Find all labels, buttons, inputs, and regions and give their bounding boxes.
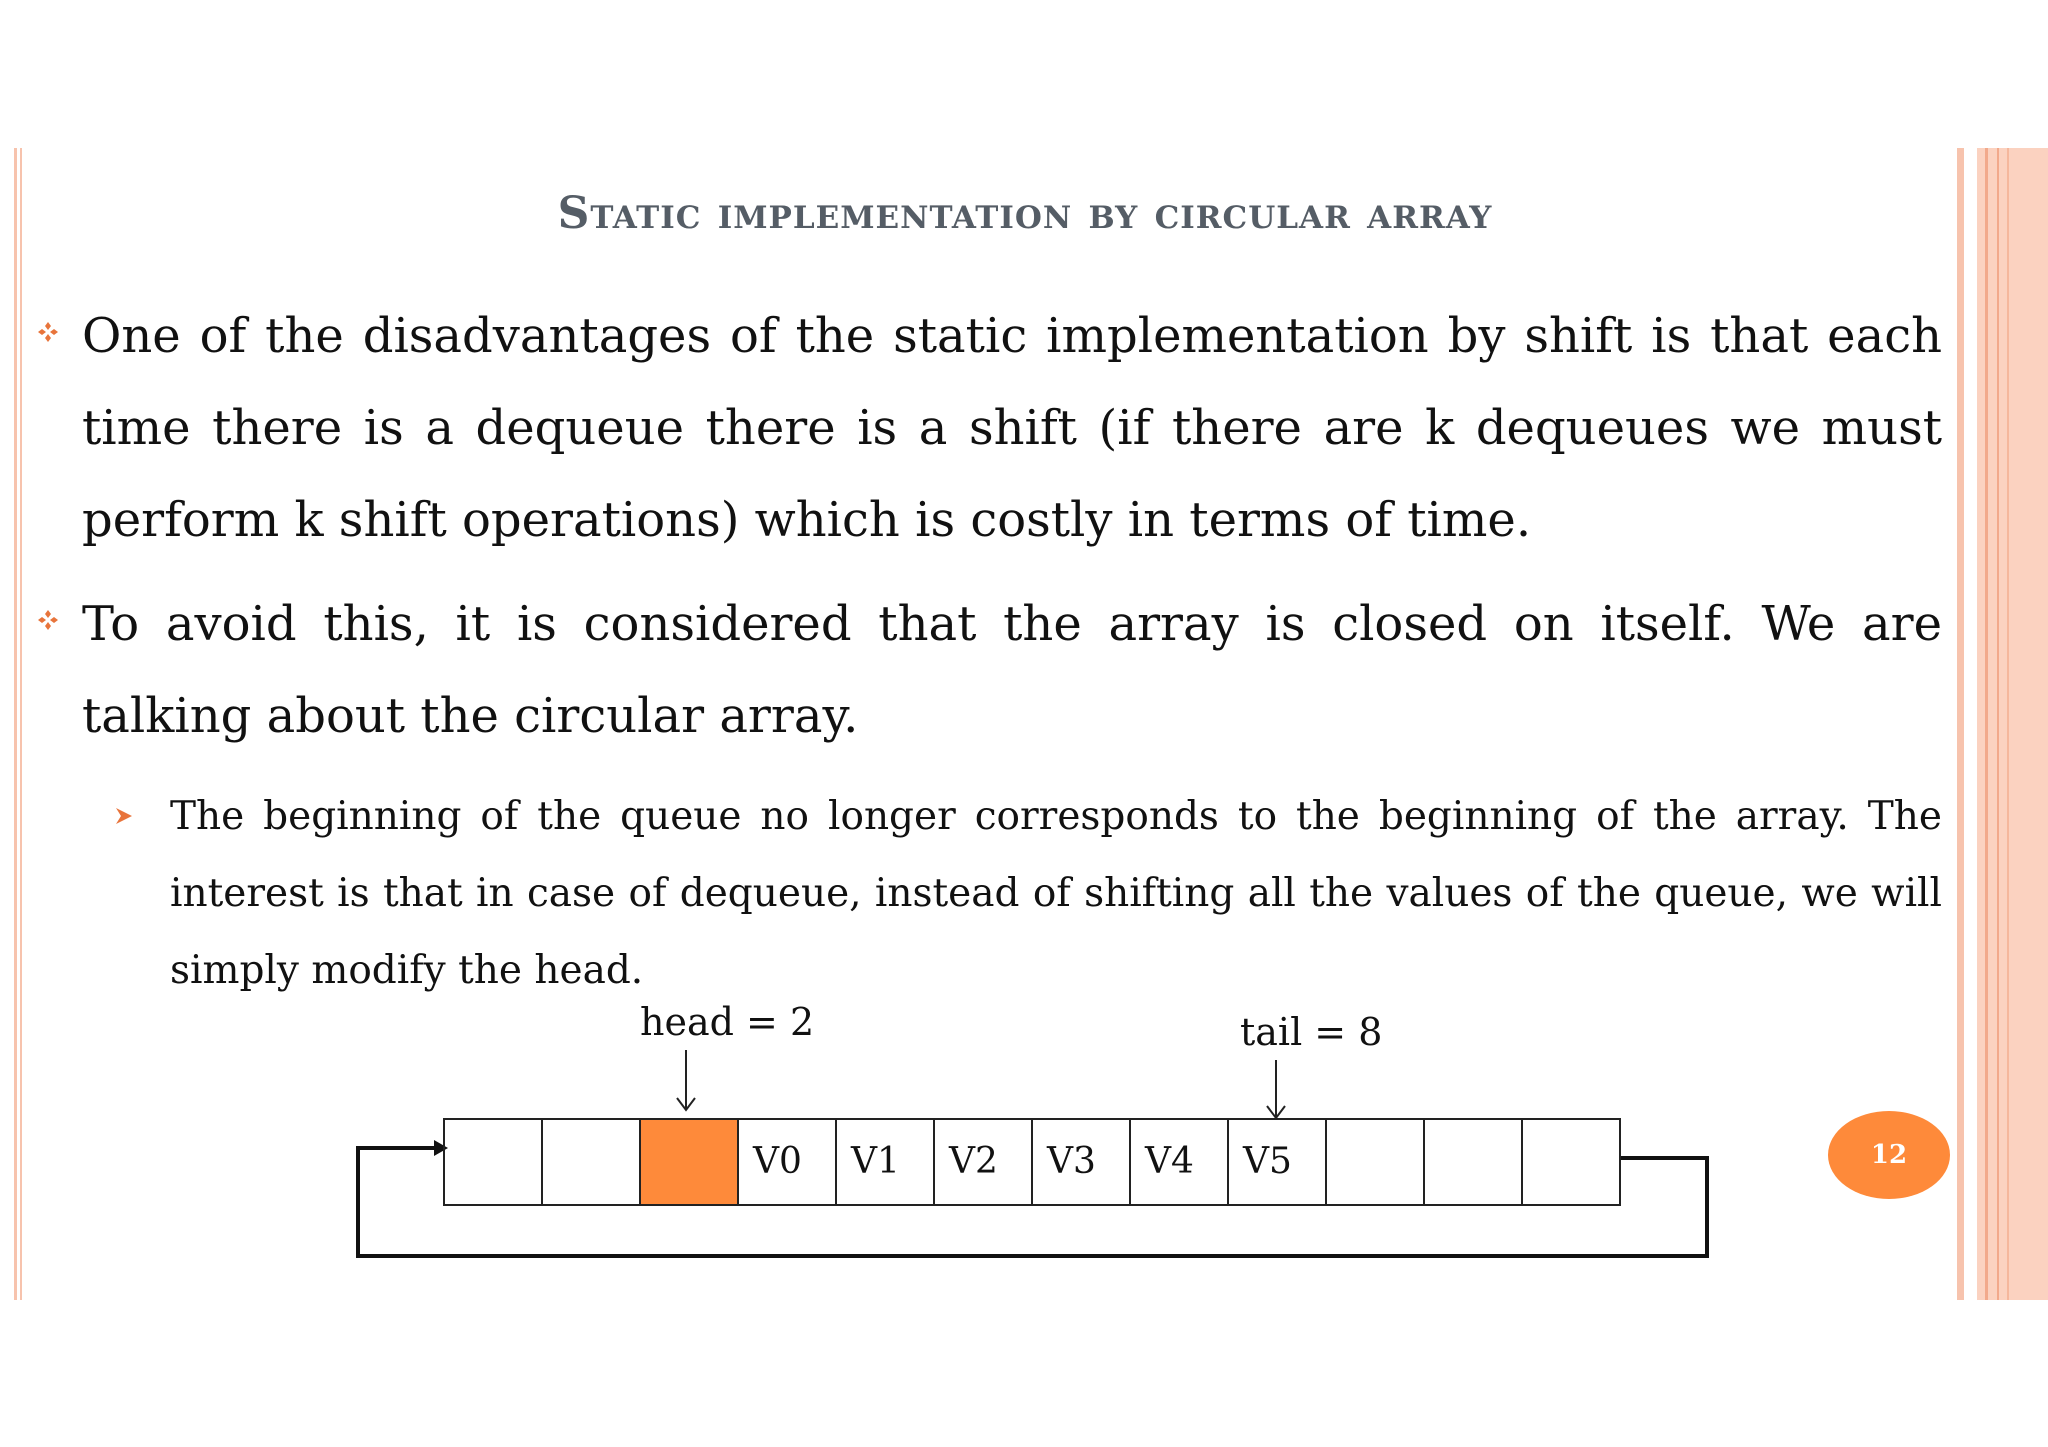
bullet-text: To avoid this, it is considered that the array is closed on itself. We are talking about the circular array.: [82, 596, 1942, 744]
array-cell: [1523, 1118, 1621, 1206]
slide-title: Static implementation by circular array: [557, 188, 1493, 239]
array-cell: V0: [739, 1118, 837, 1206]
array-cell: [1327, 1118, 1425, 1206]
array-cell: V4: [1131, 1118, 1229, 1206]
array-cell: V3: [1033, 1118, 1131, 1206]
head-label: head = 2: [640, 1000, 815, 1044]
array-cell: V5: [1229, 1118, 1327, 1206]
array-cell: [1425, 1118, 1523, 1206]
array-cell: [445, 1118, 543, 1206]
array-cell: V2: [935, 1118, 1033, 1206]
sub-bullet-text: The beginning of the queue no longer corresponds to the beginning of the array. The interest is that in case of dequeue, instead of shifting all the values of the queue, we will simply modify the head.: [170, 794, 1942, 993]
array-cell: V1: [837, 1118, 935, 1206]
array-cell: [641, 1118, 739, 1206]
page-number-badge: 12: [1828, 1111, 1950, 1199]
array-cell: [543, 1118, 641, 1206]
bullet-text: One of the disadvantages of the static implementation by shift is that each time there is a dequeue there is a shift (if there are k dequeues we must perform k shift operations) which is costly in terms of time.: [82, 308, 1942, 548]
array-cells: [443, 1118, 1621, 1206]
tail-label: tail = 8: [1240, 1010, 1383, 1054]
